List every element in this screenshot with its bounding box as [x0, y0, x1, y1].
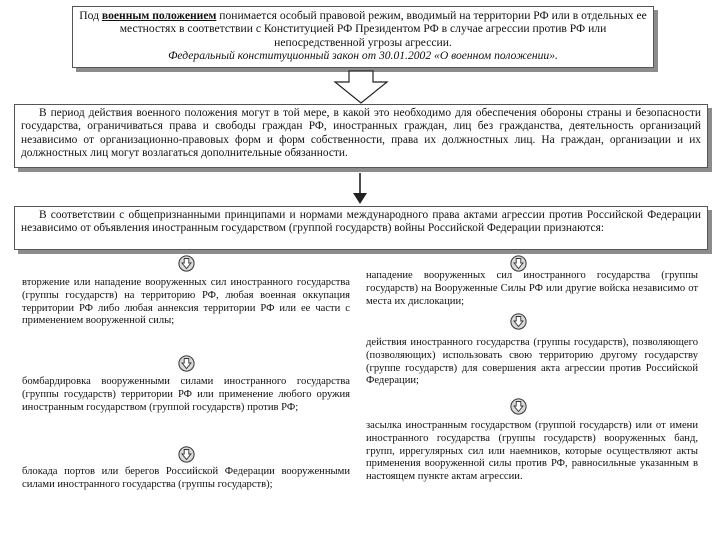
circle-down-arrow-icon	[178, 255, 195, 272]
circle-down-arrow-icon	[178, 446, 195, 463]
circle-down-arrow-icon	[510, 398, 527, 415]
aggression-intro-box	[14, 206, 708, 250]
restrictions-text: В период действия военного положения могут в той мере, в какой это необходимо для обеспечения обороны страны и безопасности государства, ограничиваться права и свободы граждан РФ, иностранных граждан, лиц без гражданства, деятельность организаций независимо от организационно-правовых форм и форм собственности, права их должностных лиц. На граждан, организации и их должностных лиц могут возлагаться дополнительные обязанности.	[21, 107, 701, 160]
aggression-intro-text: В соответствии с общепризнанными принципами и нормами международного права актами агрессии против Российской Федерации независимо от объявления иностранным государством (группой государств) войны Российской Федерации признаются:	[21, 209, 701, 235]
right-item-territory: действия иностранного государства (группы государств), позволяющего (позволяющих) использовать свою территорию другому государству (группе государств) для совершения акта агрессии против Российской Федерации;	[366, 337, 698, 387]
left-item-bombardment: бомбардировка вооруженными силами иностранного государства (группы государств) территории РФ или применение любого оружия иностранным государством (группой государств) против РФ;	[22, 376, 350, 413]
hollow-down-arrow-icon	[333, 70, 389, 104]
definition-box	[72, 6, 654, 68]
solid-down-arrow-icon	[350, 173, 370, 205]
circle-down-arrow-icon	[178, 355, 195, 372]
restrictions-box	[14, 104, 708, 168]
circle-down-arrow-icon	[510, 313, 527, 330]
right-item-attack: нападение вооруженных сил иностранного государства (группы государств) на Вооруженные Силы РФ или другие войска независимо от места их дислокации;	[366, 270, 698, 307]
law-reference: Федеральный конституционный закон от 30.01.2002 «О военном положении».	[168, 49, 558, 63]
left-item-invasion: вторжение или нападение вооруженных сил иностранного государства (группы государств) на территорию РФ, любая военная оккупация территории РФ либо любая аннексия территории РФ или ее части с применением вооруженной силы;	[22, 277, 350, 327]
left-item-blockade: блокада портов или берегов Российской Федерации вооруженными силами иностранного государства (группы государств);	[22, 466, 350, 490]
definition-text: Под военным положением понимается особый правовой режим, вводимый на территории РФ или в отдельных ее местностях в соответствии с Конституцией РФ Президентом РФ в случае агрессии против РФ или непосредственной угрозы агрессии.	[79, 9, 647, 49]
right-item-armed-bands: засылка иностранным государством (группой государств) или от имени иностранного государства (группы государств) вооруженных банд, групп, иррегулярных сил или наемников, которые осуществляют акты применения вооруженной силы против РФ, равносильные указанным в настоящем пункте актам агрессии.	[366, 420, 698, 483]
definition-term: военным положением	[101, 9, 217, 22]
